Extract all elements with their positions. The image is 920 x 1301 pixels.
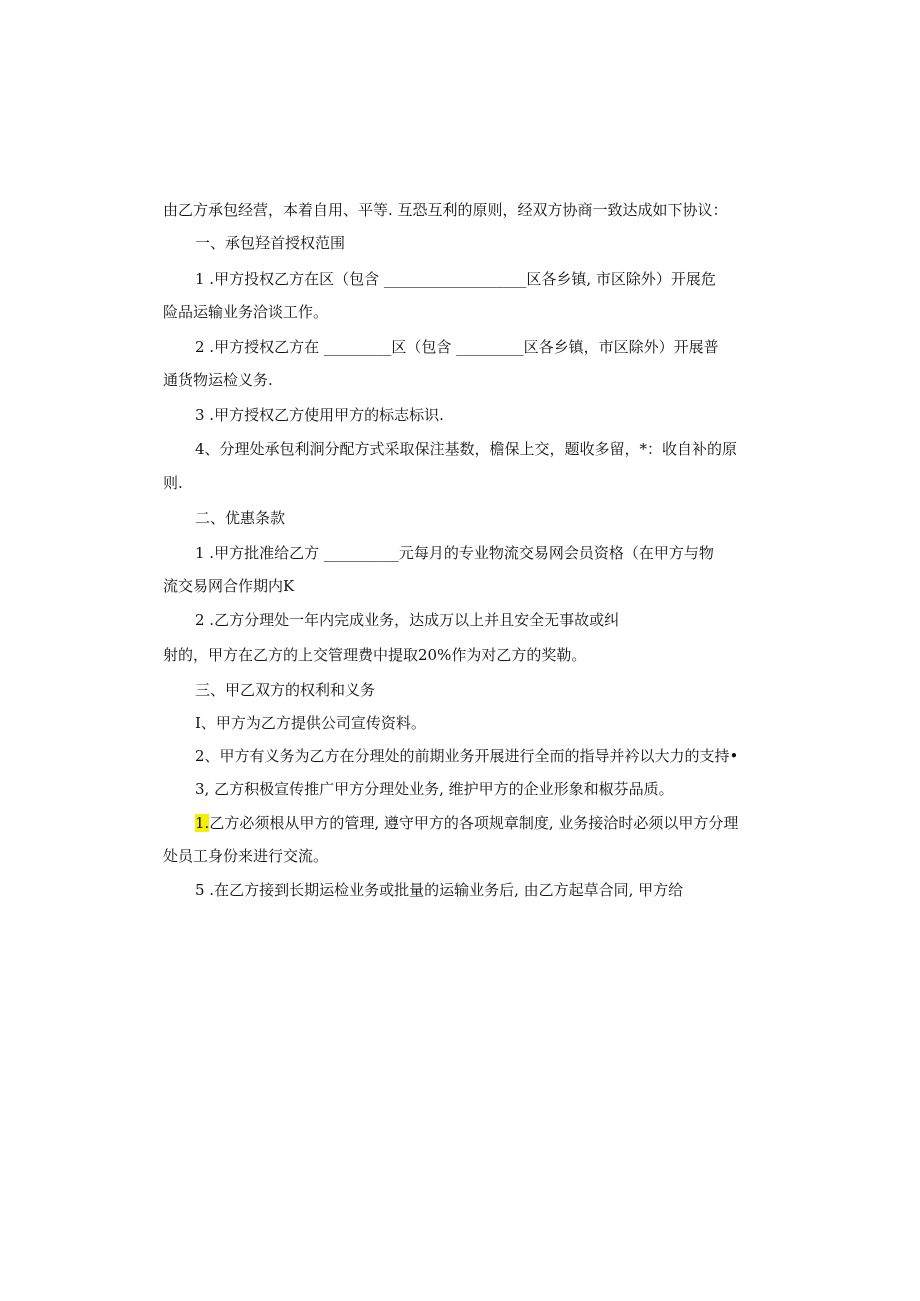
clause-1-4-line-2: 则. (163, 474, 183, 492)
clause-3-4-text: 乙方必须根从甲方的管理, 遵守甲方的各项规章制度, 业务接洽时必须以甲方分理 (209, 814, 739, 832)
clause-1-1-line-2: 险品运输业务洽谈工作。 (163, 303, 329, 321)
highlighted-number: 1. (195, 814, 210, 832)
clause-1-2-line-2: 通货物运检义务. (163, 371, 273, 389)
intro-line: 由乙方承包经营，本着自用、平等. 互恐互利的原则，经双方协商一致达成如下协议： (163, 201, 728, 219)
clause-2-2-line-1: 2 .乙方分理处一年内完成业务，达成万以上并且安全无事故或纠 (195, 611, 620, 629)
clause-2-1-line-2: 流交易网合作期内K (163, 577, 295, 595)
clause-3-4-line-1 (195, 813, 738, 833)
section-1-heading: 一、承包羟首授权范围 (195, 234, 346, 252)
clause-3-3: 3, 乙方积极宣传推广甲方分理处业务, 维护甲方的企业形象和椒芬品质。 (195, 780, 674, 798)
clause-3-5: 5 .在乙方接到长期运检业务或批量的运输业务后, 由乙方起草合同, 甲方给 (195, 881, 684, 899)
clause-3-1: I、甲方为乙方提供公司宣传资料。 (195, 714, 426, 732)
clause-3-4-line-2: 处员工身份来进行交流。 (163, 847, 329, 865)
clause-2-2-line-2: 射的，甲方在乙方的上交管理费中提取20%作为对乙方的奖勒。 (163, 646, 587, 664)
section-3-heading: 三、甲乙双方的权利和义务 (195, 681, 376, 699)
section-2-heading: 二、优惠条款 (195, 509, 286, 527)
clause-1-1-line-1: 1 .甲方投权乙方在区（包含 ___________________区各乡镇, 市区除外）开展危 (195, 270, 716, 288)
clause-1-2-line-1: 2 .甲方授权乙方在 _________区（包含 _________区各乡镇，市区除外）开展普 (195, 338, 719, 356)
clause-1-4-line-1: 4、分理处承包利涧分配方式采取保注基数，檐保上交，题收多留，*：收自补的原 (195, 440, 738, 458)
clause-1-3: 3 .甲方授权乙方使用甲方的标志标识. (195, 406, 444, 424)
clause-3-2: 2、甲方有义务为乙方在分理处的前期业务开展进行全而的指导并衿以大力的支持• (195, 747, 739, 765)
clause-2-1-line-1: 1 .甲方批准给乙方 __________元每月的专业物流交易网会员资格（在甲方与物 (195, 544, 714, 562)
